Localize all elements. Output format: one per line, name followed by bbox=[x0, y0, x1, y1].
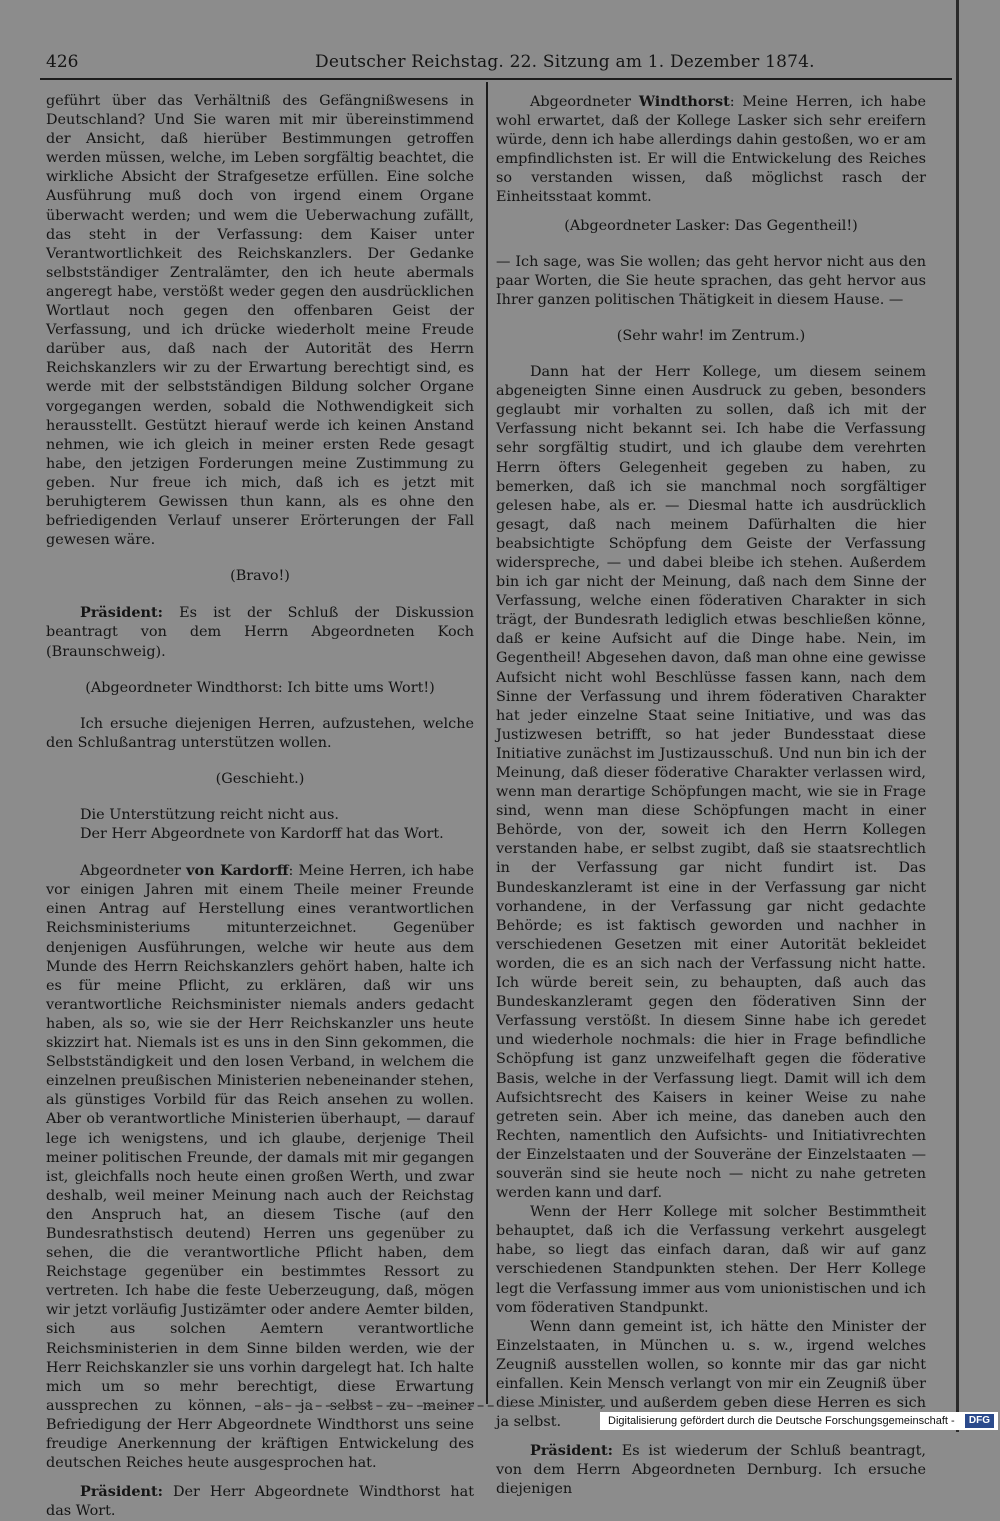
paragraph: — Ich sage, was Sie wollen; das geht hervor nicht aus den paar Worten, die Sie heute sprachen, das geht hervor aus Ihrer ganzen politischen Thätigkeit in diesem Hause. — bbox=[496, 253, 926, 308]
paragraph bbox=[496, 1441, 926, 1499]
interjection: (Abgeordneter Windthorst: Ich bitte ums Wort!) bbox=[85, 679, 435, 696]
dfg-logo: DFG bbox=[965, 1414, 994, 1428]
speaker-prefix: Abgeordneter bbox=[80, 863, 182, 880]
interjection: (Abgeordneter Lasker: Das Gegentheil!) bbox=[564, 217, 858, 234]
paragraph: Die Unterstützung reicht nicht aus. bbox=[80, 807, 339, 823]
speech-text: : Meine Herren, ich habe wohl erwartet, daß der Kollege Lasker sich sehr ereifern würde, denn ich habe allerdings dahin gestoßen, wo er am empfindlichsten ist. Er will die Entwickelung des Reiches so verstanden wissen, daß möglichst rasch der Einheitsstaat kommt. bbox=[496, 94, 926, 206]
speech-text: Es ist der Schluß der Diskussion beantragt von dem Herrn Abgeordneten Koch (Braunschweig). bbox=[46, 605, 474, 660]
paragraph: Dann hat der Herr Kollege, um diesem seinem abgeneigten Sinne einen Ausdruck zu geben, besonders geglaubt mir vorhalten zu sollen, daß ich mit der Verfassung nicht bekannt sei. Ich habe die Verfassung sehr sorgfältig studirt, und ich glaube dem verehrten Herrn öfters Gelegenheit gegeben zu haben, zu bemerken, daß ich sie manchmal noch sorgfältiger gelesen habe, als er. — Diesmal hatte ich ausdrücklich gesagt, daß nach meinem Dafürhalten die hier beabsichtigte Schöpfung dem Geiste der Verfassung widerspreche, — und dabei bleibe ich stehen. Außerdem bin ich gar nicht der Meinung, daß nach dem Sinne der Verfassung, welche einen föderativen Charakter in sich trägt, der Bundesrath lediglich etwas beschließen könne, daß er keine Aufsicht auf die Dinge habe. Nein, im Gegentheil! Abgesehen davon, daß man ohne eine gewisse Aufsicht nicht wohl Beschlüsse fassen kann, nach dem Sinne der Verfassung und ihrem föderativen Charakter hat jeder einzelne Staat seine Initiative, und was das Justizwesen betrifft, so hat jeder Bundesstaat diese Initiative zunächst im Justizausschuß. Und nun bin ich der Meinung, daß dieser föderative Charakter verlassen wird, wenn man derartige Schöpfungen macht, wie sie in Frage sind, wenn man diese Schöpfungen macht in einer Behörde, von der, soweit ich den Herrn Kollegen verstanden habe, er selbst zugibt, daß sie staatsrechtlich in der Verfassung gar nicht fundirt ist. Das Bundeskanzleramt ist eine in der Verfassung gar nicht vorhandene, in der Verfassung gar nicht gedachte Behörde; es ist faktisch geworden und nachher in verschiedenen Gesetzen mit einer Autorität bekleidet worden, die es an sich nach der Verfassung nicht hatte. Ich würde bereit sein, zu behaupten, daß auch das Bundeskanzleramt gegen den föderativen Sinn der Verfassung verstößt. In diesem Sinne habe ich geredet und wiederhole nochmals: die hier in Frage befindliche Schöpfung ist ganz unzweifelhaft gegen die föderative Basis, welche in der Verfassung liegt. Damit will ich dem Aufsichtsrecht des Kaisers in keiner Weise zu nahe getreten sein. Aber ich meine, das daneben auch den Rechten, namentlich den Aufsichts- und Initiativrechten der Einzelstaaten und der Souveräne der Einzelstaaten — souverän sind sie heute noch — nicht zu nahe getreten werden kann und darf. bbox=[496, 364, 926, 1202]
speaker-name: Präsident: bbox=[530, 1442, 613, 1460]
header-rule bbox=[40, 78, 952, 80]
page-bottom-marks bbox=[255, 1405, 605, 1410]
speech-text: Der Herr Abgeordnete Windthorst hat das Wort. bbox=[46, 1484, 474, 1520]
page-header bbox=[40, 50, 952, 76]
interjection: (Bravo!) bbox=[230, 568, 290, 585]
speech-text: : Meine Herren, ich habe vor einigen Jahren mit einem Theile meiner Freunde einen Antrag auf Herstellung eines verantwortlichen Reichsministeriums mitunterzeichnet. Gegenüber denjenigen Ausführungen, welche wir heute aus dem Munde des Herrn Reichskanzlers gehört haben, halte ich es für meine Pflicht, zu erklären, daß wir uns verantwortliche Reichsminister niemals anders gedacht haben, als so, wie sie der Herr Reichskanzler uns heute skizzirt hat. Niemals ist es uns in den Sinn gekommen, die Selbstständigkeit und den losen Verband, in welchem die einzelnen preußischen Ministerien nebeneinander stehen, als günstiges Vorbild für das Reich ansehen zu wollen. Aber ob verantwortliche Ministerien überhaupt, — darauf lege ich wenigstens, und ich glaube, derjenige Theil meiner politischen Freunde, der damals mit mir gegangen ist, gleichfalls noch heute einen großen Werth, und zwar deshalb, weil meiner Meinung nach auch der Reichstag den Anspruch hat, an diesem Tische (auf den Bundesrathstisch deutend) Herren uns gegenüber zu sehen, die die verantwortliche Pflicht haben, dem Reichstage gegenüber ein bestimmtes Ressort zu vertreten. Ich habe die feste Ueberzeugung, daß, mögen wir jetzt vorläufig Justizämter oder andere Aemter bilden, sich aus solchen Aemtern verantwortliche Reichsministerien in dem Sinne bilden werden, wie der Herr Reichskanzler sie uns vorhin dargelegt hat. Ich halte mich um so mehr berechtigt, diese Erwartung aussprechen zu können, als ja selbst zu meiner Befriedigung der Herr Abgeordnete Windthorst uns seine freudige Anerkennung der kräftigen Entwickelung des deutschen Reiches heute ausgesprochen hat. bbox=[46, 863, 474, 1472]
paragraph: Der Herr Abgeordnete von Kardorff hat das Wort. bbox=[80, 826, 444, 843]
left-column bbox=[46, 92, 474, 1521]
credit-text: Digitalisierung gefördert durch die Deutsche Forschungsgemeinschaft - bbox=[608, 1415, 955, 1427]
speaker-name: Windthorst bbox=[638, 93, 730, 110]
paragraph bbox=[46, 861, 474, 1473]
page-number: 426 bbox=[46, 52, 79, 72]
speaker-prefix: Abgeordneter bbox=[530, 94, 632, 110]
paragraph bbox=[46, 603, 474, 661]
paragraph bbox=[496, 92, 926, 208]
column-divider bbox=[486, 82, 488, 1404]
digitization-credit bbox=[600, 1412, 998, 1430]
interjection: (Sehr wahr! im Zentrum.) bbox=[616, 327, 806, 344]
paragraph: Wenn der Herr Kollege mit solcher Bestimmtheit behauptet, daß ich die Verfassung verkehrt ausgelegt habe, so liegt das einfach daran, daß wir auf ganz verschiedenen Standpunkten stehen. Der Herr Kollege legt die Verfassung immer aus vom unionistischen und ich vom föderativen Standpunkt. bbox=[496, 1204, 926, 1316]
paragraph: Ich ersuche diejenigen Herren, aufzustehen, welche den Schlußantrag unterstützen wollen. bbox=[46, 715, 474, 751]
page-edge-line bbox=[956, 0, 959, 1432]
paragraph: geführt über das Verhältniß des Gefängnißwesens in Deutschland? Und Sie waren mit mir übereinstimmend der Ansicht, daß hierüber Bestimmungen getroffen werden müssen, welche, im Leben sorgfältig beachtet, die wirkliche Absicht der Strafgesetze erfüllen. Eine solche Ausführung muß doch von irgend einem Organe überwacht werden; und wem die Ueberwachung zufällt, das steht in der Verfassung: dem Kaiser unter Verantwortlichkeit des Reichskanzlers. Der Gedanke selbstständiger Zentralämter, den ich heute abermals angeregt habe, verstößt weder gegen den ausdrücklichen Wortlaut noch gegen den offenbaren Geist der Verfassung, und ich drücke wiederholt meine Freude darüber aus, daß nach der Autorität des Herrn Reichskanzlers wir zu der Erwartung berechtigt sind, es werde mit der selbstständigen Bildung solcher Organe vorgegangen werden, sobald die Nothwendigkeit sich herausstellt. Gestützt hierauf werde ich keinen Anstand nehmen, wie ich gleich in meiner ersten Rede gesagt habe, den jetzigen Forderungen meine Zustimmung zu geben. Nur freue ich mich, daß ich es jetzt mit beruhigterem Gewissen thun kann, als es ohne den befriedigenden Verlauf unserer Erörterungen der Fall gewesen wäre. bbox=[46, 93, 474, 549]
speaker-name: von Kardorff bbox=[186, 862, 289, 880]
paragraph bbox=[46, 1482, 474, 1521]
speech-text: Es ist wiederum der Schluß beantragt, von dem Herrn Abgeordneten Dernburg. Ich ersuche diejenigen bbox=[496, 1443, 926, 1498]
right-column bbox=[496, 92, 926, 1500]
interjection: (Geschieht.) bbox=[215, 770, 305, 787]
running-title: Deutscher Reichstag. 22. Sitzung am 1. Dezember 1874. bbox=[315, 52, 815, 72]
paragraph: Wenn dann gemeint ist, ich hätte den Minister der Einzelstaaten, in München u. s. w., irgend welches Zeugniß ausstellen wollen, so konnte mir das gar nicht einfallen. Kein Mensch verlangt von mir ein Zeugniß über diese Minister, und außerdem geben diese Herren es sich ja selbst. bbox=[496, 1318, 926, 1431]
speaker-name: Präsident: bbox=[80, 604, 163, 622]
speaker-name: Präsident: bbox=[80, 1483, 163, 1501]
